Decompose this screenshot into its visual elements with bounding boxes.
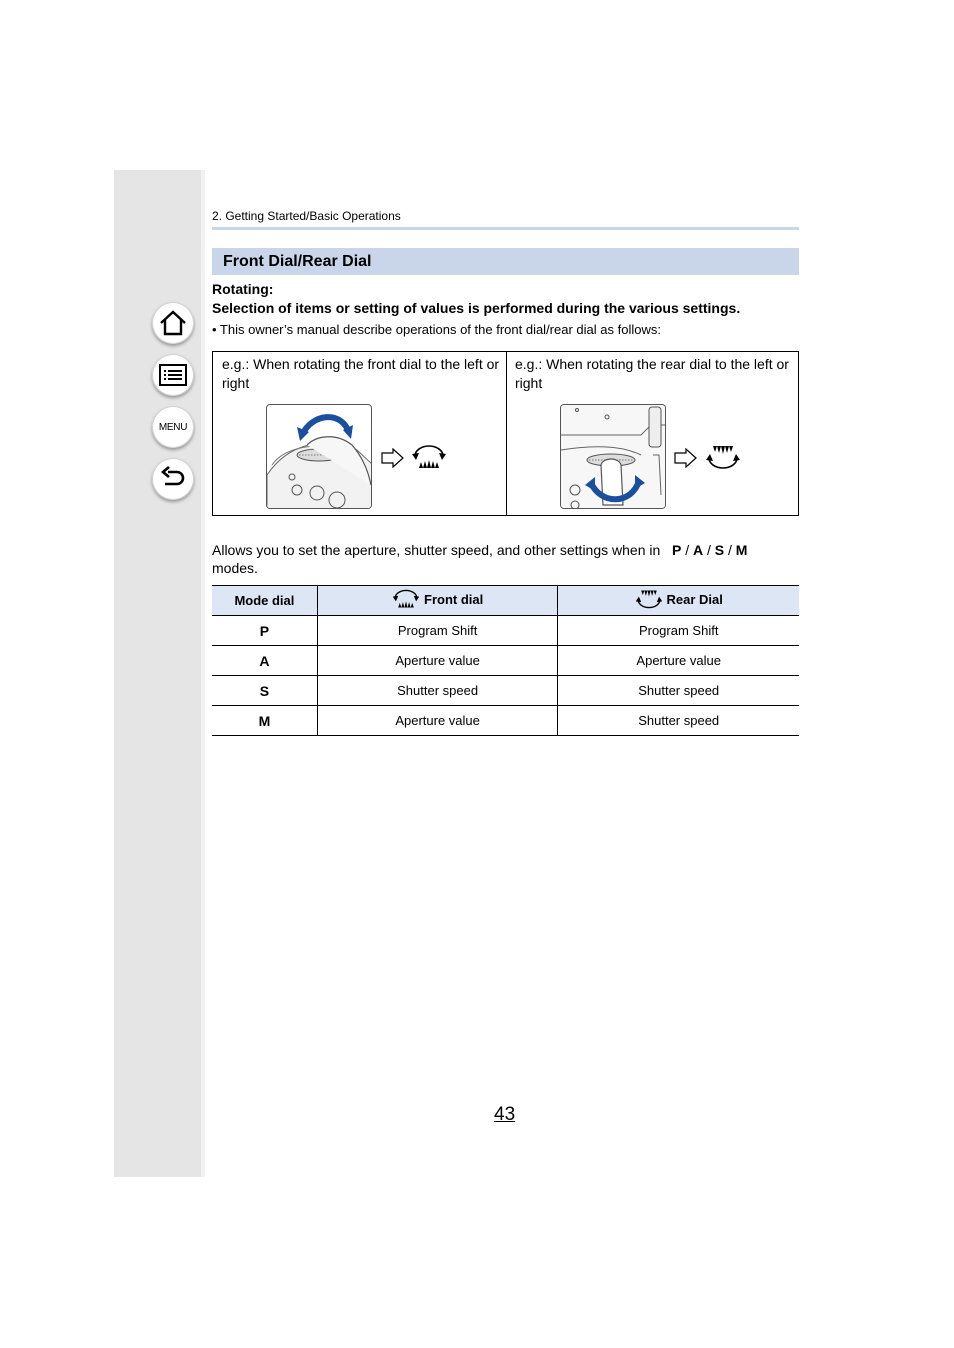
rear-dial-icon [705, 444, 741, 470]
mode-table [212, 585, 799, 736]
modes-prefix: Allows you to set the aperture, shutter speed, and other settings when in [212, 542, 661, 558]
sidebar-edge [201, 170, 205, 1177]
menu-button[interactable] [152, 406, 194, 448]
intro-note: • This owner’s manual describe operations of the front dial/rear dial as follows: [212, 322, 661, 337]
home-button[interactable] [152, 302, 194, 344]
mode-dial-header [212, 586, 317, 616]
mode-dial-header-label: Mode dial [234, 593, 295, 608]
front-dial-example-caption: e.g.: When rotating the front dial to the left or right [222, 356, 500, 391]
section-heading: Front Dial/Rear Dial [212, 248, 799, 275]
mode-cell: M [212, 706, 317, 736]
mode-separator: / [685, 542, 690, 558]
breadcrumb: 2. Getting Started/Basic Operations [212, 209, 401, 223]
mode-m-icon: M [735, 542, 748, 558]
mode-s-icon: S [714, 542, 725, 558]
mode-separator: / [728, 542, 732, 558]
mode-cell: P [212, 616, 317, 646]
rear-dial-cell: Shutter speed [558, 706, 799, 736]
contents-button[interactable] [152, 354, 194, 396]
example-divider [506, 352, 507, 515]
rear-dial-example-caption: e.g.: When rotating the rear dial to the left or right [515, 356, 789, 391]
mode-cell: A [212, 646, 317, 676]
table-row [212, 676, 799, 706]
rear-dial-cell: Aperture value [558, 646, 799, 676]
modes-description [212, 541, 802, 577]
front-dial-header-label: Front dial [424, 591, 484, 607]
table-row [212, 706, 799, 736]
table-row [212, 646, 799, 676]
back-button[interactable] [152, 458, 194, 500]
intro-text: Selection of items or setting of values is performed during the various settings. [212, 300, 741, 316]
page-number: 43 [494, 1104, 516, 1125]
right-arrow-icon [381, 448, 405, 468]
mode-a-icon: A [692, 542, 704, 558]
mode-cell: S [212, 676, 317, 706]
rotating-label: Rotating: [212, 281, 274, 297]
example-box [212, 351, 799, 516]
rear-dial-cell: Shutter speed [558, 676, 799, 706]
menu-button-label: MENU [158, 421, 188, 433]
home-icon [159, 310, 187, 336]
front-dial-illustration [266, 404, 372, 509]
front-dial-cell: Aperture value [317, 706, 558, 736]
table-header-row [212, 586, 799, 616]
rear-dial-cell: Program Shift [558, 616, 799, 646]
rear-dial-header-label: Rear Dial [666, 591, 723, 607]
front-dial-icon [411, 444, 447, 470]
front-dial-cell: Shutter speed [317, 676, 558, 706]
header-rule [212, 227, 799, 230]
front-dial-icon [392, 588, 420, 610]
mode-separator: / [706, 542, 711, 558]
table-row [212, 616, 799, 646]
rear-dial-header [558, 586, 799, 616]
back-arrow-icon [159, 466, 187, 492]
mode-p-icon: P [671, 542, 682, 558]
front-dial-cell: Aperture value [317, 646, 558, 676]
modes-suffix: modes. [212, 560, 258, 576]
right-arrow-icon [674, 448, 698, 468]
rear-dial-icon [635, 588, 663, 610]
list-icon [159, 364, 187, 386]
front-dial-header [317, 586, 558, 616]
front-dial-cell: Program Shift [317, 616, 558, 646]
rear-dial-illustration [560, 404, 666, 509]
